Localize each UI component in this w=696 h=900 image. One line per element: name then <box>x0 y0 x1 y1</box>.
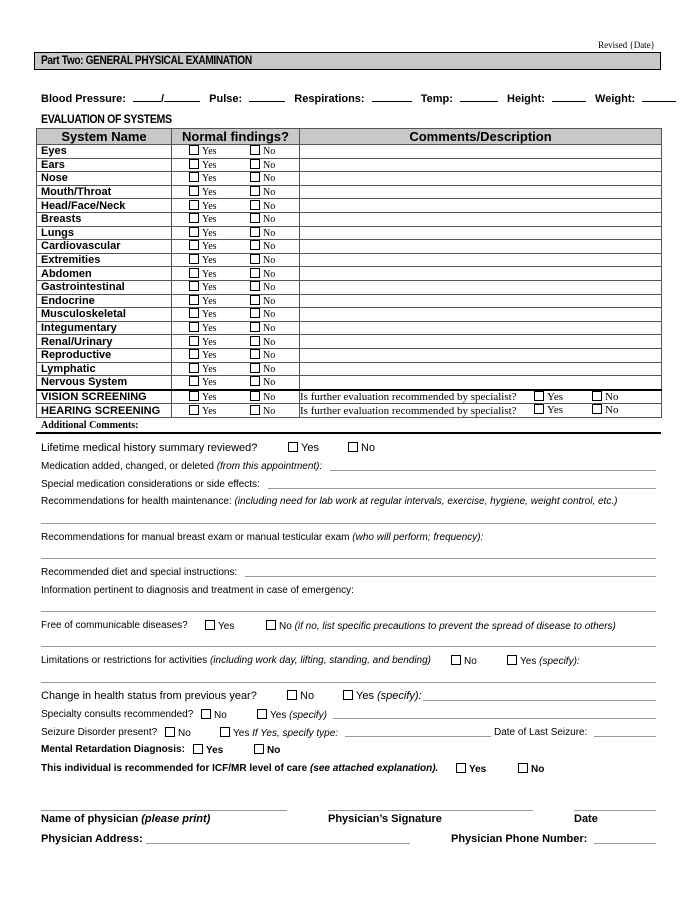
health-maintenance-field[interactable] <box>41 523 656 524</box>
system-breasts-yes-checkbox[interactable] <box>189 213 199 223</box>
no-label: No <box>263 173 276 185</box>
system-musculoskeletal-no-checkbox[interactable] <box>250 308 260 318</box>
normal-findings-cell <box>172 145 300 159</box>
physician-name-text: Name of physician <box>41 813 139 825</box>
yes-label: Yes <box>202 146 217 158</box>
yes-label: Yes <box>233 728 250 739</box>
system-cardiovascular-yes-checkbox[interactable] <box>189 240 199 250</box>
health-maintenance-italic: (including need for lab work at regular intervals, exercise, hygiene, weight control, etc.) <box>234 496 618 507</box>
special-medication-field[interactable] <box>268 488 656 489</box>
additional-comments-label: Additional Comments: <box>41 420 139 431</box>
last-seizure-field[interactable] <box>594 736 656 737</box>
comments-cell[interactable] <box>300 240 662 254</box>
respirations-field[interactable] <box>372 92 412 102</box>
physician-address-field[interactable] <box>146 843 410 844</box>
weight-label: Weight: <box>595 93 636 105</box>
respirations-label: Respirations: <box>294 93 365 105</box>
normal-findings-cell <box>172 172 300 186</box>
system-endocrine-yes-checkbox[interactable] <box>189 295 199 305</box>
system-head-face-neck-no-checkbox[interactable] <box>250 200 260 210</box>
bp-diastolic-field[interactable] <box>164 92 200 102</box>
yes-label: Yes <box>202 159 217 171</box>
change-status-yes-checkbox[interactable] <box>343 690 353 700</box>
pulse-field[interactable] <box>249 92 285 102</box>
hearing-screening-no-checkbox[interactable] <box>250 405 260 415</box>
yes-label: Yes <box>202 268 217 280</box>
lifetime-history-row <box>41 442 376 454</box>
normal-findings-cell <box>172 376 300 390</box>
system-name: Gastrointestinal <box>37 280 172 294</box>
communicable-row <box>41 620 616 632</box>
normal-findings-cell <box>172 308 300 322</box>
hearing-screening-specialist-yes-checkbox[interactable] <box>534 404 544 414</box>
no-label: No <box>263 282 276 294</box>
height-label: Height: <box>507 93 545 105</box>
table-row <box>37 240 662 254</box>
normal-findings-cell <box>172 362 300 376</box>
no-label: No <box>263 214 276 226</box>
comments-cell[interactable] <box>300 348 662 362</box>
table-row <box>37 145 662 159</box>
comments-cell[interactable] <box>300 308 662 322</box>
screening-row <box>37 404 662 418</box>
normal-findings-cell <box>172 390 300 404</box>
system-abdomen-no-checkbox[interactable] <box>250 268 260 278</box>
yes-label: Yes <box>202 336 217 348</box>
comments-cell[interactable] <box>300 294 662 308</box>
specify-label: (specify): <box>377 690 422 702</box>
limitations-field[interactable] <box>41 682 656 683</box>
system-gastrointestinal-no-checkbox[interactable] <box>250 281 260 291</box>
yes-label: Yes <box>301 442 319 454</box>
table-row <box>37 294 662 308</box>
date-label: Date <box>574 813 598 825</box>
system-name: Extremities <box>37 253 172 267</box>
limitations-no-checkbox[interactable] <box>451 655 461 665</box>
specify-label: (specify) <box>289 710 327 721</box>
yes-label: Yes <box>202 282 217 294</box>
system-name: Nose <box>37 172 172 186</box>
normal-findings-cell <box>172 226 300 240</box>
no-label: No <box>263 336 276 348</box>
icf-mr-italic: (see attached explanation). <box>309 763 439 774</box>
system-abdomen-yes-checkbox[interactable] <box>189 268 199 278</box>
seizure-if-yes-label: If Yes, specify type: <box>252 728 339 739</box>
communicable-yes-checkbox[interactable] <box>205 620 215 630</box>
yes-label: Yes <box>202 309 217 321</box>
table-row <box>37 253 662 267</box>
yes-label: Yes <box>206 745 224 756</box>
no-label: No <box>263 323 276 335</box>
systems-table <box>36 128 662 418</box>
system-cardiovascular-no-checkbox[interactable] <box>250 240 260 250</box>
normal-findings-cell <box>172 267 300 281</box>
diet-row <box>41 567 237 578</box>
revised-date: Revised {Date} <box>598 40 655 50</box>
diet-field[interactable] <box>245 576 656 577</box>
medication-label: Medication added, changed, or deleted <box>41 461 214 472</box>
normal-findings-cell <box>172 185 300 199</box>
limitations-label: Limitations or restrictions for activities <box>41 655 208 666</box>
comments-cell[interactable] <box>300 267 662 281</box>
normal-findings-cell <box>172 280 300 294</box>
yes-label: Yes <box>202 405 217 417</box>
system-reproductive-no-checkbox[interactable] <box>250 349 260 359</box>
no-label: No <box>263 377 276 389</box>
yes-label: Yes <box>202 187 217 199</box>
weight-field[interactable] <box>642 92 676 102</box>
system-name: Nervous System <box>37 376 172 390</box>
specialty-yes-checkbox[interactable] <box>257 709 267 719</box>
system-extremities-yes-checkbox[interactable] <box>189 254 199 264</box>
comments-cell[interactable] <box>300 280 662 294</box>
limitations-italic: (including work day, lifting, standing, and bending) <box>209 655 432 666</box>
system-name: Breasts <box>37 212 172 226</box>
specialty-consults-label: Specialty consults recommended? <box>41 709 194 720</box>
screening-name: VISION SCREENING <box>37 390 172 404</box>
yes-label: Yes <box>547 404 564 417</box>
yes-label: Yes <box>356 690 374 702</box>
table-row <box>37 376 662 390</box>
specialty-consults-row <box>41 709 327 721</box>
section-divider <box>36 432 661 434</box>
comments-cell[interactable] <box>300 158 662 172</box>
table-row <box>37 172 662 186</box>
height-field[interactable] <box>552 92 586 102</box>
part-title-bar <box>34 52 661 70</box>
seizure-type-field[interactable] <box>345 736 491 737</box>
system-integumentary-no-checkbox[interactable] <box>250 322 260 332</box>
icf-mr-label: This individual is recommended for ICF/MR level of care <box>41 763 308 774</box>
screening-name: HEARING SCREENING <box>37 404 172 418</box>
table-row <box>37 199 662 213</box>
hearing-screening-yes-checkbox[interactable] <box>189 405 199 415</box>
system-nose-no-checkbox[interactable] <box>250 172 260 182</box>
normal-findings-cell <box>172 212 300 226</box>
system-mouth-throat-no-checkbox[interactable] <box>250 186 260 196</box>
comments-cell[interactable] <box>300 145 662 159</box>
communicable-field[interactable] <box>41 646 656 647</box>
system-name: Reproductive <box>37 348 172 362</box>
lifetime-history-label: Lifetime medical history summary reviewed? <box>41 442 258 454</box>
normal-findings-cell <box>172 321 300 335</box>
system-name: Lymphatic <box>37 362 172 376</box>
no-label: No <box>263 405 276 417</box>
table-row <box>37 280 662 294</box>
table-row <box>37 321 662 335</box>
comments-cell[interactable] <box>300 199 662 213</box>
yes-label: Yes <box>547 390 564 403</box>
yes-label: Yes <box>202 377 217 389</box>
table-row <box>37 308 662 322</box>
signature-date-field[interactable] <box>574 810 656 811</box>
yes-label: Yes <box>202 255 217 267</box>
specify-label: (specify): <box>539 656 580 667</box>
screening-row <box>37 390 662 404</box>
comments-cell[interactable] <box>300 226 662 240</box>
system-lymphatic-no-checkbox[interactable] <box>250 363 260 373</box>
normal-findings-cell <box>172 253 300 267</box>
change-status-label: Change in health status from previous year? <box>41 690 257 702</box>
system-name: Renal/Urinary <box>37 335 172 349</box>
system-name: Mouth/Throat <box>37 185 172 199</box>
emergency-info-label: Information pertinent to diagnosis and treatment in case of emergency: <box>41 585 354 596</box>
system-name: Abdomen <box>37 267 172 281</box>
system-endocrine-no-checkbox[interactable] <box>250 295 260 305</box>
system-name: Cardiovascular <box>37 240 172 254</box>
system-musculoskeletal-yes-checkbox[interactable] <box>189 308 199 318</box>
health-maintenance-label: Recommendations for health maintenance: <box>41 496 232 507</box>
breast-exam-label: Recommendations for manual breast exam or manual testicular exam <box>41 532 350 543</box>
limitations-row <box>41 655 580 667</box>
no-label: No <box>178 728 191 739</box>
change-status-no-checkbox[interactable] <box>287 690 297 700</box>
pulse-label: Pulse: <box>209 93 243 105</box>
yes-label: Yes <box>202 295 217 307</box>
header-comments: Comments/Description <box>300 129 662 145</box>
breast-exam-italic: (who will perform; frequency): <box>352 532 484 543</box>
mr-no-checkbox[interactable] <box>254 744 264 754</box>
system-renal-urinary-no-checkbox[interactable] <box>250 336 260 346</box>
table-row <box>37 335 662 349</box>
system-nose-yes-checkbox[interactable] <box>189 172 199 182</box>
communicable-no-checkbox[interactable] <box>266 620 276 630</box>
no-label: No <box>214 710 227 721</box>
yes-label: Yes <box>202 323 217 335</box>
comments-cell[interactable] <box>300 321 662 335</box>
mr-diagnosis-label: Mental Retardation Diagnosis <box>41 744 182 755</box>
emergency-info-field[interactable] <box>41 611 656 612</box>
yes-label: Yes <box>202 391 217 403</box>
yes-label: Yes <box>202 241 217 253</box>
comments-cell[interactable] <box>300 376 662 390</box>
physician-signature-label: Physician’s Signature <box>328 813 442 825</box>
comments-cell[interactable] <box>300 253 662 267</box>
system-head-face-neck-yes-checkbox[interactable] <box>189 200 199 210</box>
health-maintenance-row <box>41 496 617 507</box>
seizure-no-checkbox[interactable] <box>165 727 175 737</box>
blood-pressure-label: Blood Pressure: <box>41 93 126 105</box>
specialist-question: Is further evaluation recommended by specialist? <box>300 390 517 403</box>
change-status-field[interactable] <box>423 700 656 701</box>
no-label: No <box>300 690 315 702</box>
comments-cell[interactable] <box>300 172 662 186</box>
no-label: No <box>263 159 276 171</box>
no-label: No <box>263 227 276 239</box>
normal-findings-cell <box>172 335 300 349</box>
emergency-info-row <box>41 585 354 596</box>
breast-exam-field[interactable] <box>41 558 656 559</box>
system-name: Lungs <box>37 226 172 240</box>
system-lymphatic-yes-checkbox[interactable] <box>189 363 199 373</box>
bp-systolic-field[interactable] <box>133 92 161 102</box>
no-label: No <box>263 295 276 307</box>
table-row <box>37 267 662 281</box>
physician-signature-field[interactable] <box>328 810 533 811</box>
system-lungs-yes-checkbox[interactable] <box>189 227 199 237</box>
medication-italic-label: (from this appointment): <box>216 461 323 472</box>
no-label: No <box>263 255 276 267</box>
table-row <box>37 185 662 199</box>
specialist-question: Is further evaluation recommended by specialist? <box>300 404 517 417</box>
yes-label: Yes <box>202 227 217 239</box>
specialist-question-cell <box>300 404 662 418</box>
system-eyes-no-checkbox[interactable] <box>250 145 260 155</box>
system-nervous-system-yes-checkbox[interactable] <box>189 376 199 386</box>
physician-phone-field[interactable] <box>594 843 656 844</box>
seizure-yes-checkbox[interactable] <box>220 727 230 737</box>
physician-phone-label: Physician Phone Number: <box>451 833 588 845</box>
specialty-consults-field[interactable] <box>333 718 656 719</box>
comments-cell[interactable] <box>300 335 662 349</box>
no-label: No <box>263 241 276 253</box>
breast-exam-row <box>41 532 483 543</box>
icf-mr-yes-checkbox[interactable] <box>456 763 466 773</box>
yes-label: Yes <box>202 173 217 185</box>
lifetime-history-yes-checkbox[interactable] <box>288 442 298 452</box>
yes-label: Yes <box>202 350 217 362</box>
evaluation-title: EVALUATION OF SYSTEMS <box>41 112 172 126</box>
no-label: No <box>361 442 376 454</box>
table-row <box>37 158 662 172</box>
no-label: No <box>263 200 276 212</box>
no-label: No <box>531 764 545 775</box>
normal-findings-cell <box>172 158 300 172</box>
no-label: No <box>267 745 281 756</box>
system-name: Head/Face/Neck <box>37 199 172 213</box>
yes-label: Yes <box>520 656 537 667</box>
vision-screening-no-checkbox[interactable] <box>250 391 260 401</box>
lifetime-history-no-checkbox[interactable] <box>348 442 358 452</box>
comments-cell[interactable] <box>300 212 662 226</box>
normal-findings-cell <box>172 240 300 254</box>
no-label: No <box>263 363 276 375</box>
system-name: Endocrine <box>37 294 172 308</box>
special-medication-row <box>41 479 260 490</box>
comments-cell[interactable] <box>300 362 662 376</box>
system-mouth-throat-yes-checkbox[interactable] <box>189 186 199 196</box>
table-row <box>37 212 662 226</box>
no-label: No <box>605 390 619 403</box>
diet-label: Recommended diet and special instructions: <box>41 567 238 578</box>
no-label: No <box>263 268 276 280</box>
normal-findings-cell <box>172 348 300 362</box>
header-normal-findings: Normal findings? <box>172 129 300 145</box>
seizure-row <box>41 727 588 739</box>
system-name: Ears <box>37 158 172 172</box>
communicable-no-italic: (if no, list specific precautions to prevent the spread of disease to others) <box>294 621 616 632</box>
yes-label: Yes <box>270 710 287 721</box>
table-row <box>37 362 662 376</box>
yes-label: Yes <box>202 200 217 212</box>
system-reproductive-yes-checkbox[interactable] <box>189 349 199 359</box>
mr-diagnosis-row: Mental Retardation Diagnosis: Yes No <box>41 744 281 756</box>
bp-separator: / <box>161 93 165 105</box>
table-row <box>37 348 662 362</box>
last-seizure-label: Date of Last Seizure: <box>494 727 588 738</box>
system-name: Integumentary <box>37 321 172 335</box>
header-system-name: System Name <box>37 129 172 145</box>
mr-yes-checkbox[interactable] <box>193 744 203 754</box>
system-nervous-system-no-checkbox[interactable] <box>250 376 260 386</box>
vision-screening-specialist-yes-checkbox[interactable] <box>534 391 544 401</box>
system-integumentary-yes-checkbox[interactable] <box>189 322 199 332</box>
specialty-no-checkbox[interactable] <box>201 709 211 719</box>
yes-label: Yes <box>218 621 235 632</box>
vision-screening-specialist-no-checkbox[interactable] <box>592 391 602 401</box>
medication-row <box>41 461 322 472</box>
hearing-screening-specialist-no-checkbox[interactable] <box>592 404 602 414</box>
system-name: Eyes <box>37 145 172 159</box>
system-extremities-no-checkbox[interactable] <box>250 254 260 264</box>
system-lungs-no-checkbox[interactable] <box>250 227 260 237</box>
seizure-label: Seizure Disorder present? <box>41 727 158 738</box>
please-print-text: (please print) <box>141 813 211 825</box>
system-breasts-no-checkbox[interactable] <box>250 213 260 223</box>
no-label: No <box>279 621 292 632</box>
physician-name-field[interactable] <box>41 810 287 811</box>
normal-findings-cell <box>172 294 300 308</box>
vitals-row <box>41 92 661 105</box>
system-ears-no-checkbox[interactable] <box>250 159 260 169</box>
system-ears-yes-checkbox[interactable] <box>189 159 199 169</box>
part-title: Part Two: GENERAL PHYSICAL EXAMINATION <box>41 55 252 67</box>
normal-findings-cell <box>172 404 300 418</box>
normal-findings-cell <box>172 199 300 213</box>
change-status-row <box>41 690 422 702</box>
yes-label: Yes <box>202 214 217 226</box>
comments-cell[interactable] <box>300 185 662 199</box>
limitations-yes-checkbox[interactable] <box>507 655 517 665</box>
no-label: No <box>263 391 276 403</box>
physician-name-label <box>41 813 210 825</box>
icf-mr-row <box>41 763 545 775</box>
communicable-label: Free of communicable diseases? <box>41 620 188 631</box>
icf-mr-no-checkbox[interactable] <box>518 763 528 773</box>
temp-field[interactable] <box>460 92 498 102</box>
specialist-question-cell <box>300 390 662 404</box>
system-name: Musculoskeletal <box>37 308 172 322</box>
medication-field[interactable] <box>330 470 656 471</box>
physician-address-label: Physician Address: <box>41 833 143 845</box>
no-label: No <box>263 350 276 362</box>
table-row <box>37 226 662 240</box>
no-label: No <box>605 404 619 417</box>
system-gastrointestinal-yes-checkbox[interactable] <box>189 281 199 291</box>
systems-table-body <box>37 145 662 418</box>
no-label: No <box>464 656 477 667</box>
yes-label: Yes <box>202 363 217 375</box>
no-label: No <box>263 146 276 158</box>
vision-screening-yes-checkbox[interactable] <box>189 391 199 401</box>
no-label: No <box>263 187 276 199</box>
temp-label: Temp: <box>420 93 453 105</box>
yes-label: Yes <box>469 764 487 775</box>
no-label: No <box>263 309 276 321</box>
system-renal-urinary-yes-checkbox[interactable] <box>189 336 199 346</box>
system-eyes-yes-checkbox[interactable] <box>189 145 199 155</box>
special-medication-label: Special medication considerations or side effects: <box>41 479 260 490</box>
